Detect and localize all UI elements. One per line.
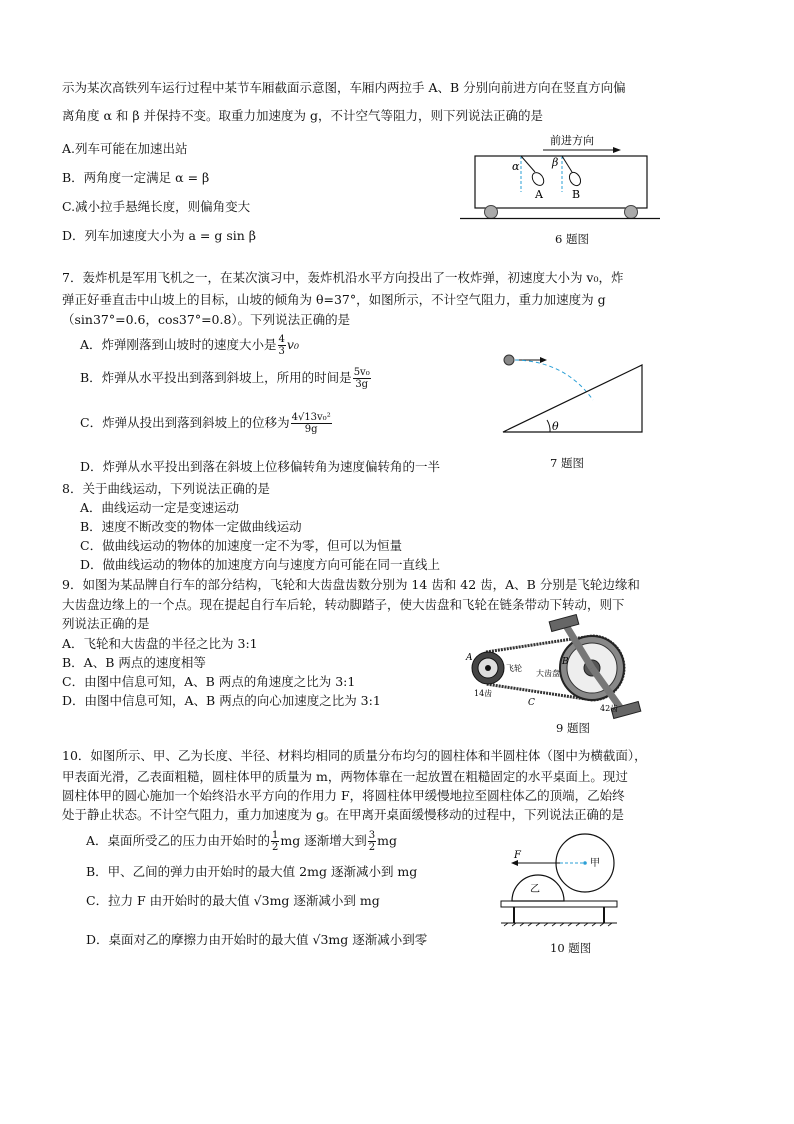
- q9-caption: 9 题图: [556, 721, 590, 735]
- q10-jia-label: 甲: [590, 858, 600, 869]
- q6-wheel-left: [485, 206, 498, 219]
- q8-option-d: D．做曲线运动的物体的加速度方向与速度方向可能在同一直线上: [80, 557, 441, 572]
- q7-line1: 7．轰炸机是军用飞机之一，在某次演习中，轰炸机沿水平方向投出了一枚炸弹，初速度大小为 v₀，炸: [62, 270, 624, 285]
- q8-option-c: C．做曲线运动的物体的加速度一定不为零，但可以为恒量: [80, 538, 403, 553]
- q6-train-figure: [455, 130, 665, 222]
- q10-line3: 圆柱体甲的圆心施加一个始终沿水平方向的作用力 F，将圆柱体甲缓慢地拉至圆柱体乙的顶端，乙始终: [62, 788, 625, 803]
- q9-bicycle-figure: [462, 614, 652, 720]
- q7-option-b: B．炸弹从水平投出到落到斜坡上，所用的时间是 $\frac{\text{5v₀}}{3g}$: [80, 367, 370, 390]
- q7-option-a: A．炸弹刚落到山坡时的速度大小是 $\frac{4}{3}$ v₀: [80, 334, 299, 357]
- q9-option-b: B．A、B 两点的速度相等: [62, 655, 206, 670]
- q10-center-dot: [583, 861, 587, 865]
- q9-teeth-42: 42齿: [600, 704, 619, 713]
- q6-beta-label: β: [552, 156, 559, 169]
- q10-option-d: D．桌面对乙的摩擦力由开始时的最大值 √3mg 逐渐减小到零: [86, 932, 428, 947]
- q7-theta-label: θ: [552, 420, 559, 433]
- q9-option-a: A．飞轮和大齿盘的半径之比为 3:1: [62, 636, 258, 651]
- q7-line2: 弹正好垂直击中山坡上的目标，山坡的倾角为 θ=37°，如图所示，不计空气阻力，重力加速度为 g: [62, 292, 606, 307]
- q6-line2: 离角度 α 和 β 并保持不变。取重力加速度为 g，不计空气等阻力，则下列说法正确的是: [62, 108, 544, 123]
- q9-option-d: D．由图中信息可知，A、B 两点的向心加速度之比为 3:1: [62, 693, 381, 708]
- q9-line3: 列说法正确的是: [62, 616, 150, 631]
- q6-line1: 示为某次高铁列车运行过程中某节车厢截面示意图，车厢内两拉手 A、B 分别向前进方向在竖直方向偏: [62, 80, 626, 95]
- q6-option-b: B．两角度一定满足 α = β: [62, 170, 210, 185]
- q10-cylinder-figure: [498, 826, 628, 931]
- q10-force-label: F: [514, 850, 521, 861]
- q9-chainring-label: 大齿盘: [536, 669, 560, 678]
- q6-a-label: A: [535, 188, 543, 201]
- q9-flywheel-label: 飞轮: [506, 664, 522, 673]
- q6-handle-a: [530, 170, 546, 187]
- q10-option-b: B．甲、乙间的弹力由开始时的最大值 2mg 逐渐减小到 mg: [86, 864, 418, 879]
- q6-strap-a: [521, 156, 535, 172]
- q7-angle-arc: [547, 420, 550, 432]
- q9-point-a: A: [466, 653, 473, 663]
- q10-line2: 甲表面光滑，乙表面粗糙，圆柱体甲的质量为 m，两物体靠在一起放置在粗糙固定的水平桌面上。现过: [62, 769, 628, 784]
- q7-velocity-head: [540, 357, 547, 363]
- q8-option-b: B．速度不断改变的物体一定做曲线运动: [80, 519, 302, 534]
- q10-caption: 10 题图: [550, 941, 592, 955]
- q9-line1: 9．如图为某品牌自行车的部分结构，飞轮和大齿盘齿数分别为 14 齿和 42 齿，A、B 分别是飞轮边缘和: [62, 577, 640, 592]
- q7-option-d: D．炸弹从水平投出到落在斜坡上位移偏转角为速度偏转角的一半: [80, 459, 441, 474]
- q10-option-c: C．拉力 F 由开始时的最大值 √3mg 逐渐减小到 mg: [86, 893, 380, 908]
- q6-wheel-right: [625, 206, 638, 219]
- q6-handle-b: [567, 170, 583, 187]
- q9-point-c: C: [528, 698, 535, 708]
- q7-bomb: [504, 355, 514, 365]
- q6-strap-b: [562, 156, 572, 172]
- q9-point-b: B: [562, 657, 569, 667]
- q10-line4: 处于静止状态。不计空气阻力，重力加速度为 g。在甲离开桌面缓慢移动的过程中，下列说法正确的是: [62, 807, 624, 822]
- q6-alpha-label: α: [512, 160, 520, 173]
- q8-option-a: A．曲线运动一定是变速运动: [80, 500, 240, 515]
- q6-carriage: [475, 156, 647, 208]
- q6-option-c: C.减小拉手悬绳长度，则偏角变大: [62, 199, 251, 214]
- q9-line2: 大齿盘边缘上的一个点。现在提起自行车后轮，转动脚踏子，使大齿盘和飞轮在链条带动下转动，则下: [62, 597, 625, 612]
- q6-option-a: A.列车可能在加速出站: [62, 141, 188, 156]
- q6-caption: 6 题图: [555, 232, 589, 246]
- q10-line1: 10．如图所示、甲、乙为长度、半径、材料均相同的质量分布均匀的圆柱体和半圆柱体（图中为横截面），: [62, 748, 647, 763]
- q9-flywheel-hub: [485, 665, 491, 671]
- q10-yi-label: 乙: [530, 884, 540, 895]
- q7-line3: （sin37°=0.6，cos37°=0.8）。下列说法正确的是: [62, 312, 351, 327]
- q9-teeth-14: 14齿: [474, 689, 493, 698]
- q7-slope: [503, 365, 642, 432]
- q10-option-a: A．桌面所受乙的压力由开始时的 $\frac{1}{2}$ mg 逐渐增大到 $\frac{3}{2}$ mg: [86, 830, 397, 853]
- q7-slope-figure: [495, 345, 650, 437]
- q6-direction-label: 前进方向: [550, 135, 594, 147]
- q6-b-label: B: [572, 188, 581, 201]
- q10-table-top: [501, 901, 617, 907]
- q6-arrow-head: [613, 147, 621, 153]
- q7-option-c: C．炸弹从投出到落到斜坡上的位移为 $\frac{\text{4√13v₀²}}{9g}$: [80, 412, 331, 435]
- q8-stem: 8．关于曲线运动，下列说法正确的是: [62, 481, 270, 496]
- q7-caption: 7 题图: [550, 456, 584, 470]
- q9-option-c: C．由图中信息可知，A、B 两点的角速度之比为 3:1: [62, 674, 356, 689]
- q6-option-d: D．列车加速度大小为 a = g sin β: [62, 228, 257, 243]
